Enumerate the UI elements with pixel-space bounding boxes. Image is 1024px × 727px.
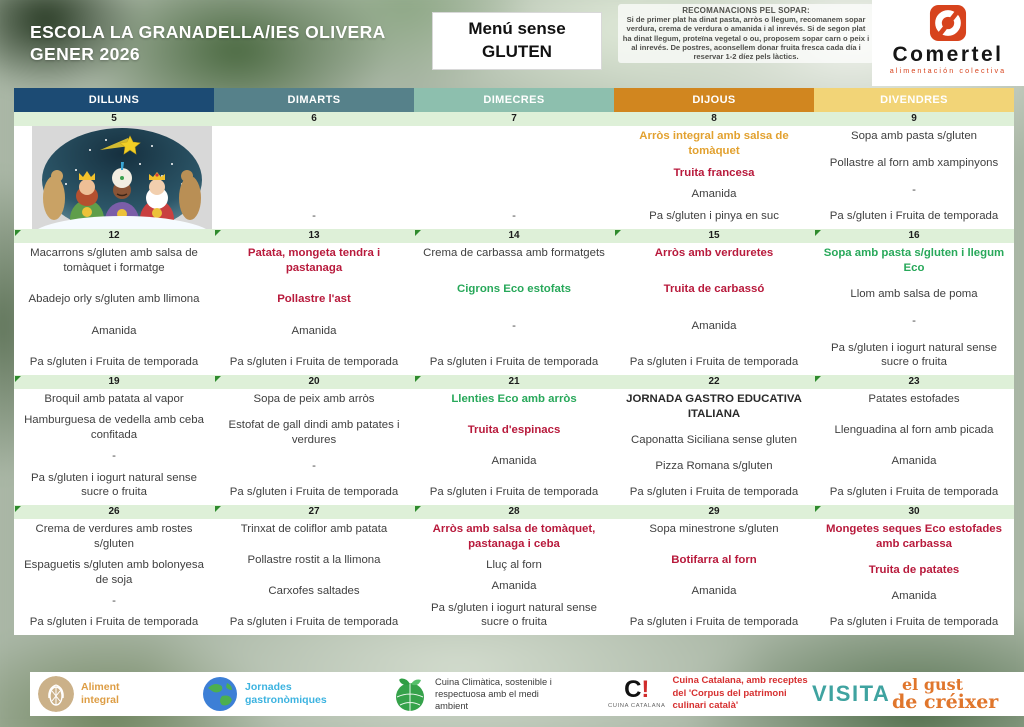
menu-line: Patata, mongeta tendra i pastanaga: [247, 247, 381, 274]
menu-line: Amanida: [691, 319, 737, 332]
date-cell-12: [14, 229, 214, 243]
menu-cell-day-23: [814, 389, 1014, 505]
red-exclamation-icon: !: [641, 676, 650, 704]
menu-cell-day-20: [214, 389, 414, 505]
menu-line: Pa s/gluten i Fruita de temporada: [29, 356, 199, 369]
brand-tagline: alimentación colectiva: [889, 66, 1007, 75]
date-cell-9: [814, 112, 1014, 126]
date-number: 7: [511, 113, 517, 124]
menu-type-line2: GLUTEN: [482, 42, 552, 61]
date-cell-26: [14, 505, 214, 519]
whole-grain-icon: [38, 676, 74, 712]
menu-line: [421, 183, 607, 197]
date-cell-19: [14, 375, 214, 389]
menu-line: Lluç al forn: [486, 559, 542, 571]
date-number: 20: [308, 376, 320, 387]
menu-cell-day-16: [814, 243, 1014, 375]
date-cell-6: [214, 112, 414, 126]
menu-type-box: [432, 12, 602, 70]
menu-type-line1: Menú sense: [468, 19, 566, 39]
date-number: 26: [108, 506, 120, 517]
date-number: 6: [311, 113, 317, 124]
date-number: 12: [108, 230, 120, 241]
legend-cuina-catalana: [608, 672, 822, 716]
date-cell-29: [614, 505, 814, 519]
menu-line: Pa s/gluten i iogurt natural sense sucre o fruita: [431, 601, 597, 629]
menu-cell-day-21: [414, 389, 614, 505]
weekday-header-divendres: [814, 88, 1014, 112]
menu-line: Hamburguesa de vedella amb ceba confitada: [24, 414, 204, 441]
menu-line: Amanida: [691, 585, 737, 598]
menu-cell-day-27: [214, 519, 414, 635]
menu-line: Estofat de gall dindi amb patates i verdures: [228, 419, 400, 446]
menu-line: Amanida: [891, 590, 937, 603]
clima-label: Cuina Climàtica, sostenible i respectuosa amb el medi ambient: [435, 676, 552, 712]
menu-line: Pa s/gluten i Fruita de temporada: [829, 210, 999, 223]
menu-cell-day-7: [414, 126, 614, 229]
green-corner-marker: [215, 506, 221, 512]
date-number: 16: [908, 230, 920, 241]
three-kings-image: [32, 126, 212, 229]
menu-line: [421, 156, 607, 170]
date-cell-22: [614, 375, 814, 389]
green-corner-marker: [415, 230, 421, 236]
menu-cell-day-6: [214, 126, 414, 229]
menu-line: Mongetes seques Eco estofades amb carbassa: [826, 523, 1002, 550]
three-kings-illustration: [32, 126, 212, 229]
menu-line: -: [512, 210, 516, 223]
recommendations-body: Si de primer plat ha dinat pasta, arròs o llegum, recomanem sopar verdura, crema de verdura o amanida i al inrevés. Si de segon plat ha dinat llegum, proteïna vegetal o ou, proposem sopar carn o peix i al inrevés. De postres, aconsellem donar fruita fresca cada día i reservar 1-2 díez pels làctics.: [622, 15, 870, 61]
date-number: 5: [111, 113, 117, 124]
date-number: 30: [908, 506, 920, 517]
menu-line: Pizza Romana s/gluten: [655, 460, 773, 473]
weekday-label: DIVENDRES: [880, 94, 948, 106]
menu-line: Pa s/gluten i Fruita de temporada: [229, 486, 399, 499]
date-cell-15: [614, 229, 814, 243]
visita-label-block: [812, 672, 890, 716]
menu-line: [221, 183, 407, 197]
menu-line: Sopa amb pasta s/gluten: [850, 130, 977, 142]
visita-label: VISITA: [812, 681, 891, 706]
weekday-header-dimarts: [214, 88, 414, 112]
comertel-logo-block: [872, 0, 1024, 86]
menu-line: Arròs amb verduretes: [654, 247, 774, 259]
menu-line: Truita d'espinacs: [467, 424, 561, 437]
menu-line: Arròs integral amb salsa de tomàquet: [639, 130, 789, 157]
dinner-recommendations: [618, 4, 874, 63]
menu-line: Pa s/gluten i Fruita de temporada: [829, 616, 999, 629]
menu-line: -: [312, 210, 316, 223]
recommendations-title: RECOMANACIONS PEL SOPAR:: [682, 6, 810, 15]
jornades-label-line1: Jornades: [245, 680, 292, 693]
menu-line: Pa s/gluten i pinya en suc: [649, 210, 779, 223]
date-cell-21: [414, 375, 614, 389]
menu-line: Broquil amb patata al vapor: [44, 393, 184, 405]
date-cell-14: [414, 229, 614, 243]
green-corner-marker: [815, 506, 821, 512]
date-number: 27: [308, 506, 320, 517]
menu-line: Trinxat de coliflor amb patata: [240, 523, 388, 535]
comertel-swirl-icon: [929, 4, 967, 42]
date-number: 14: [508, 230, 520, 241]
menu-line: Truita francesa: [673, 166, 755, 179]
menu-line: Llom amb salsa de poma: [850, 288, 978, 301]
menu-line: -: [312, 460, 316, 473]
date-number: 19: [108, 376, 120, 387]
cuina-catalana-monogram: C!: [624, 676, 650, 704]
menu-line: Pollastre l'ast: [277, 293, 351, 306]
menu-line: Amanida: [91, 324, 137, 337]
date-cell-13: [214, 229, 414, 243]
date-number: 28: [508, 506, 520, 517]
menu-cell-day-29: [614, 519, 814, 635]
menu-week-3: [14, 389, 1014, 505]
menu-line: Amanida: [491, 580, 537, 593]
menu-line: -: [112, 450, 116, 463]
menu-line: -: [912, 183, 916, 196]
menu-line: [421, 129, 607, 143]
menu-line: Patates estofades: [868, 393, 960, 405]
menu-line: Sopa amb pasta s/gluten i llegum Eco: [823, 247, 1005, 274]
menu-line: Pa s/gluten i Fruita de temporada: [429, 486, 599, 499]
menu-line: [221, 129, 407, 143]
gust-line2: de créixer: [892, 690, 999, 713]
green-corner-marker: [815, 230, 821, 236]
earth-icon: [202, 676, 238, 712]
menu-cell-day-30: [814, 519, 1014, 635]
menu-cell-day-13: [214, 243, 414, 375]
green-corner-marker: [415, 376, 421, 382]
date-number: 29: [708, 506, 720, 517]
menu-line: Amanida: [491, 455, 537, 468]
month-year: GENER 2026: [30, 43, 141, 64]
gust-line1: el gust: [902, 675, 964, 695]
weekday-header-dilluns: [14, 88, 214, 112]
green-corner-marker: [415, 506, 421, 512]
aliment-label-line2: integral: [81, 694, 119, 706]
menu-line: Abadejo orly s/gluten amb llimona: [28, 293, 200, 306]
menu-line: Amanida: [691, 188, 737, 201]
weekday-label: DILLUNS: [88, 94, 140, 106]
menu-line: Pa s/gluten i Fruita de temporada: [29, 616, 199, 629]
cuina-catalana-logo: [608, 678, 665, 710]
weekday-label: DIMECRES: [483, 94, 545, 106]
menu-line: Pa s/gluten i iogurt natural sense sucre o fruita: [31, 471, 197, 499]
school-name: ESCOLA LA GRANADELLA/IES OLIVERA: [30, 22, 386, 42]
date-band-week-1: [14, 112, 1014, 126]
green-corner-marker: [15, 376, 21, 382]
menu-cell-day-28: [414, 519, 614, 635]
weekday-header-row: [14, 88, 1014, 112]
legend-jornades: [202, 672, 327, 716]
menu-line: Caponatta Siciliana sense gluten: [631, 433, 797, 446]
date-number: 21: [508, 376, 520, 387]
menu-line: Crema de verdures amb rostes s/gluten: [35, 523, 193, 550]
date-cell-5: [14, 112, 214, 126]
menu-week-2: [14, 243, 1014, 375]
menu-cell-day-8: [614, 126, 814, 229]
menu-line: Pollastre rostit a la llimona: [247, 554, 381, 567]
menu-line: -: [912, 315, 916, 328]
menu-line: Pa s/gluten i Fruita de temporada: [829, 486, 999, 499]
menu-week-4: [14, 519, 1014, 635]
date-cell-8: [614, 112, 814, 126]
menu-line: Sopa minestrone s/gluten: [649, 523, 779, 535]
menu-cell-day-22: [614, 389, 814, 505]
menu-cell-day-19: [14, 389, 214, 505]
green-corner-marker: [15, 506, 21, 512]
menu-line: Cigrons Eco estofats: [457, 283, 571, 296]
menu-line: Macarrons s/gluten amb salsa de tomàquet i formatge: [30, 247, 198, 274]
menu-line: -: [512, 319, 516, 332]
menu-cell-day-5: [14, 126, 214, 229]
menu-line: JORNADA GASTRO EDUCATIVA ITALIANA: [626, 393, 802, 420]
menu-line: Pa s/gluten i Fruita de temporada: [629, 486, 799, 499]
menu-line: Crema de carbassa amb formatgets: [423, 247, 605, 259]
date-number: 13: [308, 230, 320, 241]
green-corner-marker: [815, 376, 821, 382]
menu-calendar: [14, 88, 1014, 635]
jornades-label-line2: gastronòmiques: [245, 694, 327, 706]
menu-cell-day-12: [14, 243, 214, 375]
menu-line: [221, 156, 407, 170]
date-band-week-3: [14, 375, 1014, 389]
green-corner-marker: [615, 230, 621, 236]
menu-line: Llenguadina al forn amb picada: [834, 424, 994, 437]
menu-line: Amanida: [291, 324, 337, 337]
green-corner-marker: [215, 376, 221, 382]
cuina-catalana-label: Cuina Catalana, amb receptes del 'Corpus del patrimoni culinari català': [672, 675, 808, 712]
legend-aliment-integral: [38, 672, 120, 716]
menu-cell-day-26: [14, 519, 214, 635]
menu-line: Botifarra al forn: [671, 554, 757, 567]
menu-week-1: [14, 126, 1014, 229]
menu-line: Sopa de peix amb arròs: [253, 393, 375, 405]
menu-line: Arròs amb salsa de tomàquet, pastanaga i ceba: [432, 523, 596, 550]
date-cell-7: [414, 112, 614, 126]
menu-line: Pa s/gluten i iogurt natural sense sucre o fruita: [831, 341, 997, 369]
menu-line: Truita de patates: [868, 563, 960, 576]
legend-cuina-climatica: [392, 672, 571, 716]
green-earth-icon: [392, 676, 428, 712]
weekday-header-dimecres: [414, 88, 614, 112]
menu-cell-day-14: [414, 243, 614, 375]
aliment-label-line1: Aliment: [81, 680, 120, 693]
date-cell-16: [814, 229, 1014, 243]
date-cell-20: [214, 375, 414, 389]
weekday-header-dijous: [614, 88, 814, 112]
date-number: 22: [708, 376, 720, 387]
legend-footer: [30, 672, 1024, 716]
menu-line: Pa s/gluten i Fruita de temporada: [229, 616, 399, 629]
weekday-label: DIMARTS: [287, 94, 341, 106]
date-band-week-4: [14, 505, 1014, 519]
date-band-week-2: [14, 229, 1014, 243]
menu-line: Pa s/gluten i Fruita de temporada: [429, 356, 599, 369]
date-number: 23: [908, 376, 920, 387]
date-number: 15: [708, 230, 720, 241]
brand-name: Comertel: [892, 43, 1004, 66]
date-number: 9: [911, 113, 917, 124]
date-cell-30: [814, 505, 1014, 519]
date-number: 8: [711, 113, 717, 124]
menu-cell-day-15: [614, 243, 814, 375]
menu-line: Espaguetis s/gluten amb bolonyesa de soja: [24, 559, 204, 586]
menu-line: -: [112, 595, 116, 607]
menu-cell-day-9: [814, 126, 1014, 229]
cuina-catalana-caption: CUINA CATALANA: [608, 703, 666, 710]
menu-line: Pa s/gluten i Fruita de temporada: [629, 356, 799, 369]
menu-line: Pollastre al forn amb xampinyons: [829, 156, 999, 169]
date-cell-23: [814, 375, 1014, 389]
menu-line: Amanida: [891, 455, 937, 468]
menu-line: Pa s/gluten i Fruita de temporada: [629, 616, 799, 629]
green-corner-marker: [215, 230, 221, 236]
page-title: [30, 22, 386, 66]
menu-line: Pa s/gluten i Fruita de temporada: [229, 356, 399, 369]
date-cell-28: [414, 505, 614, 519]
menu-line: Truita de carbassó: [663, 283, 765, 296]
menu-line: Carxofes saltades: [268, 585, 360, 598]
el-gust-de-creixer-logo: [892, 672, 998, 716]
menu-line: Llenties Eco amb arròs: [451, 393, 577, 405]
date-cell-27: [214, 505, 414, 519]
weekday-label: DIJOUS: [692, 94, 736, 106]
green-corner-marker: [15, 230, 21, 236]
